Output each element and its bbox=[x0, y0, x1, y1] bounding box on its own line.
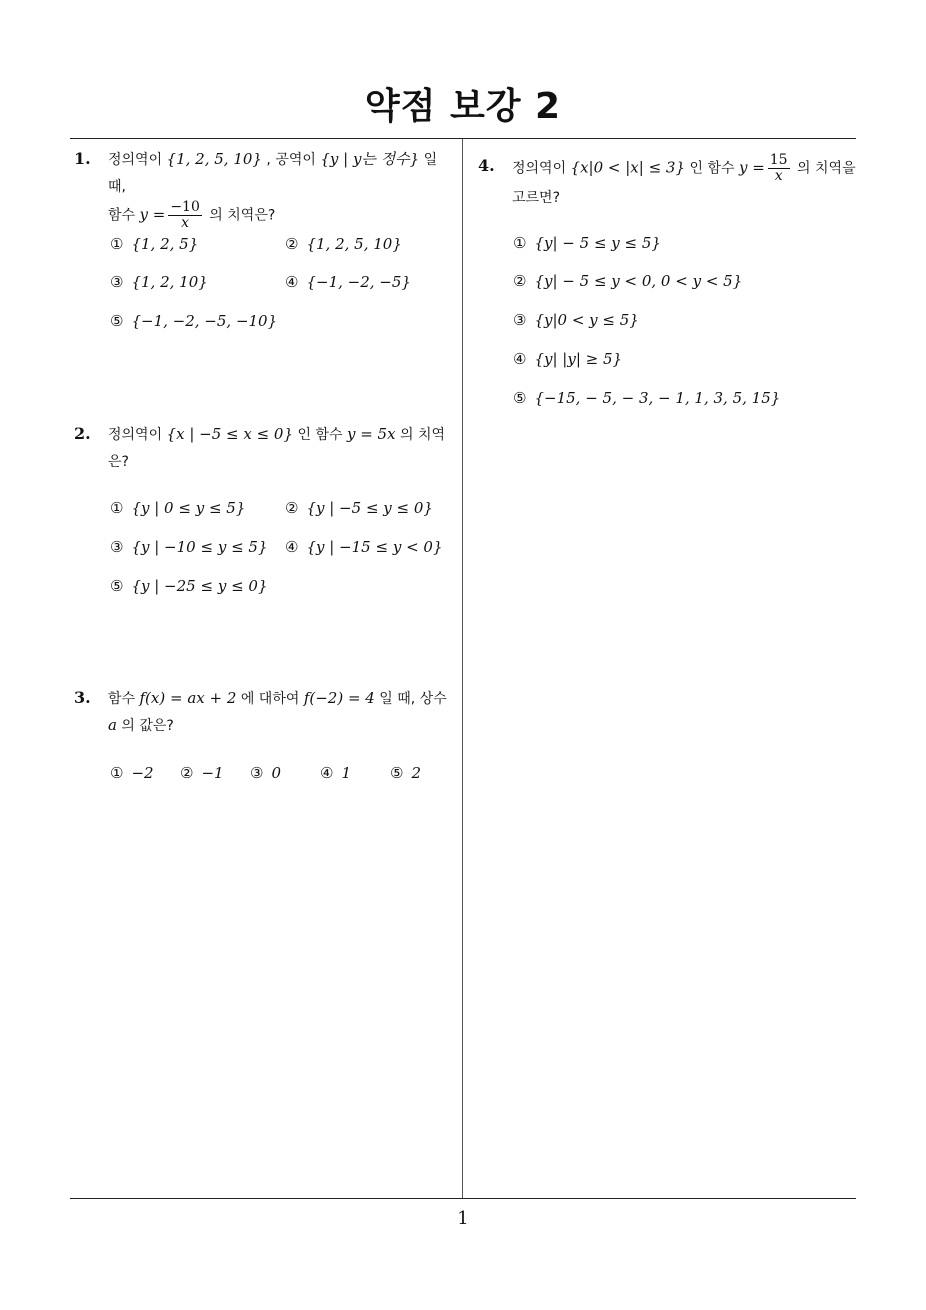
page-number: 1 bbox=[457, 1208, 469, 1229]
option-text: {1, 2, 5, 10} bbox=[306, 235, 402, 253]
option-text: {y| − 5 ≤ y < 0, 0 < y < 5} bbox=[534, 272, 743, 290]
option-text: 2 bbox=[411, 764, 421, 782]
fraction bbox=[768, 153, 790, 184]
option-text: 1 bbox=[341, 764, 351, 782]
stem-text: , 공역이 bbox=[261, 152, 321, 168]
stem-math: y = bbox=[139, 205, 166, 224]
option-5[interactable] bbox=[390, 763, 421, 783]
option-1[interactable] bbox=[513, 233, 661, 253]
option-1[interactable] bbox=[110, 763, 154, 783]
option-4[interactable] bbox=[285, 537, 443, 557]
stem-text: 정의역이 bbox=[512, 160, 571, 177]
fraction-numerator: 15 bbox=[769, 152, 788, 168]
stem-text: 함수 bbox=[108, 207, 140, 224]
stem-text: 에 대하여 bbox=[236, 691, 304, 707]
option-mark: ② bbox=[285, 499, 299, 517]
stem-text: 정의역이 bbox=[108, 152, 167, 168]
option-mark: ⑤ bbox=[110, 312, 124, 330]
option-mark: ④ bbox=[513, 350, 527, 368]
option-mark: ① bbox=[110, 499, 124, 517]
question-number: 3. bbox=[74, 688, 91, 707]
option-text: {y|0 < y ≤ 5} bbox=[534, 311, 639, 329]
option-mark: ③ bbox=[110, 273, 124, 291]
question-number: 2. bbox=[74, 424, 91, 443]
fraction bbox=[168, 200, 202, 231]
stem-math: y = bbox=[738, 158, 765, 177]
option-mark: ② bbox=[180, 764, 194, 782]
option-2[interactable] bbox=[285, 498, 433, 518]
question-stem bbox=[108, 421, 459, 475]
stem-text: 의 치역을 bbox=[792, 160, 856, 177]
fraction-numerator: −10 bbox=[170, 199, 200, 215]
stem-math: y = 5x bbox=[346, 425, 396, 443]
option-text: {y| |y| ≥ 5} bbox=[534, 350, 623, 368]
option-mark: ④ bbox=[285, 273, 299, 291]
option-text: {−15, − 5, − 3, − 1, 1, 3, 5, 15} bbox=[534, 389, 781, 407]
stem-text: 고르면? bbox=[512, 190, 561, 206]
question-stem bbox=[512, 153, 863, 211]
option-mark: ⑤ bbox=[390, 764, 404, 782]
option-4[interactable] bbox=[320, 763, 351, 783]
option-2[interactable] bbox=[180, 763, 224, 783]
option-text: −1 bbox=[201, 764, 224, 782]
stem-text: 인 함수 bbox=[685, 160, 739, 177]
stem-math: {1, 2, 5, 10} bbox=[166, 150, 262, 168]
option-mark: ② bbox=[285, 235, 299, 253]
stem-text: 인 함수 bbox=[293, 427, 347, 443]
fraction-denominator: x bbox=[181, 215, 190, 231]
stem-text: 의 값은? bbox=[116, 718, 174, 734]
question-4 bbox=[478, 153, 863, 211]
page-title: 약점 보강 2 bbox=[364, 86, 562, 127]
option-mark: ④ bbox=[320, 764, 334, 782]
option-text: {−1, −2, −5} bbox=[306, 273, 411, 291]
question-3 bbox=[74, 685, 459, 739]
question-2 bbox=[74, 421, 459, 475]
option-5[interactable] bbox=[110, 311, 277, 331]
stem-math: f(x) = ax + 2 bbox=[139, 689, 237, 707]
option-4[interactable] bbox=[285, 272, 411, 292]
option-3[interactable] bbox=[250, 763, 281, 783]
question-1 bbox=[74, 146, 459, 231]
option-2[interactable] bbox=[513, 271, 742, 291]
top-divider bbox=[70, 138, 856, 139]
option-text: {y | −10 ≤ y ≤ 5} bbox=[131, 538, 268, 556]
stem-text: 정의역이 bbox=[108, 427, 167, 443]
option-text: −2 bbox=[131, 764, 154, 782]
stem-text: 함수 bbox=[108, 691, 140, 707]
option-3[interactable] bbox=[110, 272, 208, 292]
option-text: {y | −25 ≤ y ≤ 0} bbox=[131, 577, 268, 595]
option-text: {−1, −2, −5, −10} bbox=[131, 312, 278, 330]
option-4[interactable] bbox=[513, 349, 622, 369]
stem-math: {y | y는 정수} bbox=[320, 150, 420, 168]
option-mark: ① bbox=[110, 764, 124, 782]
stem-math: a bbox=[108, 716, 117, 734]
option-5[interactable] bbox=[513, 388, 780, 408]
option-text: {1, 2, 10} bbox=[131, 273, 208, 291]
question-stem bbox=[108, 146, 459, 231]
option-mark: ① bbox=[110, 235, 124, 253]
option-mark: ④ bbox=[285, 538, 299, 556]
option-text: {y | 0 ≤ y ≤ 5} bbox=[131, 499, 246, 517]
option-3[interactable] bbox=[513, 310, 639, 330]
bottom-divider bbox=[70, 1198, 856, 1199]
stem-text: 일 때, bbox=[108, 152, 438, 195]
option-text: {y | −15 ≤ y < 0} bbox=[306, 538, 443, 556]
question-number: 1. bbox=[74, 149, 91, 168]
option-text: {y | −5 ≤ y ≤ 0} bbox=[306, 499, 433, 517]
fraction-denominator: x bbox=[774, 168, 783, 184]
stem-text: 의 치역 bbox=[395, 427, 446, 443]
option-3[interactable] bbox=[110, 537, 268, 557]
option-mark: ③ bbox=[513, 311, 527, 329]
option-text: {1, 2, 5} bbox=[131, 235, 199, 253]
option-mark: ① bbox=[513, 234, 527, 252]
option-mark: ⑤ bbox=[513, 389, 527, 407]
question-stem bbox=[108, 685, 459, 739]
option-mark: ③ bbox=[250, 764, 264, 782]
stem-text: 일 때, 상수 bbox=[374, 691, 447, 707]
option-text: {y| − 5 ≤ y ≤ 5} bbox=[534, 234, 661, 252]
option-2[interactable] bbox=[285, 234, 402, 254]
stem-text: 의 치역은? bbox=[204, 207, 276, 224]
option-text: 0 bbox=[271, 764, 281, 782]
stem-math: {x|0 < |x| ≤ 3} bbox=[570, 158, 686, 177]
stem-text: 은? bbox=[108, 454, 129, 470]
option-5[interactable] bbox=[110, 576, 268, 596]
stem-math: f(−2) = 4 bbox=[303, 689, 375, 707]
stem-math: {x | −5 ≤ x ≤ 0} bbox=[166, 425, 294, 443]
option-mark: ③ bbox=[110, 538, 124, 556]
option-1[interactable] bbox=[110, 234, 198, 254]
option-mark: ⑤ bbox=[110, 577, 124, 595]
column-divider bbox=[462, 139, 463, 1198]
question-number: 4. bbox=[478, 156, 495, 175]
option-1[interactable] bbox=[110, 498, 245, 518]
option-mark: ② bbox=[513, 272, 527, 290]
